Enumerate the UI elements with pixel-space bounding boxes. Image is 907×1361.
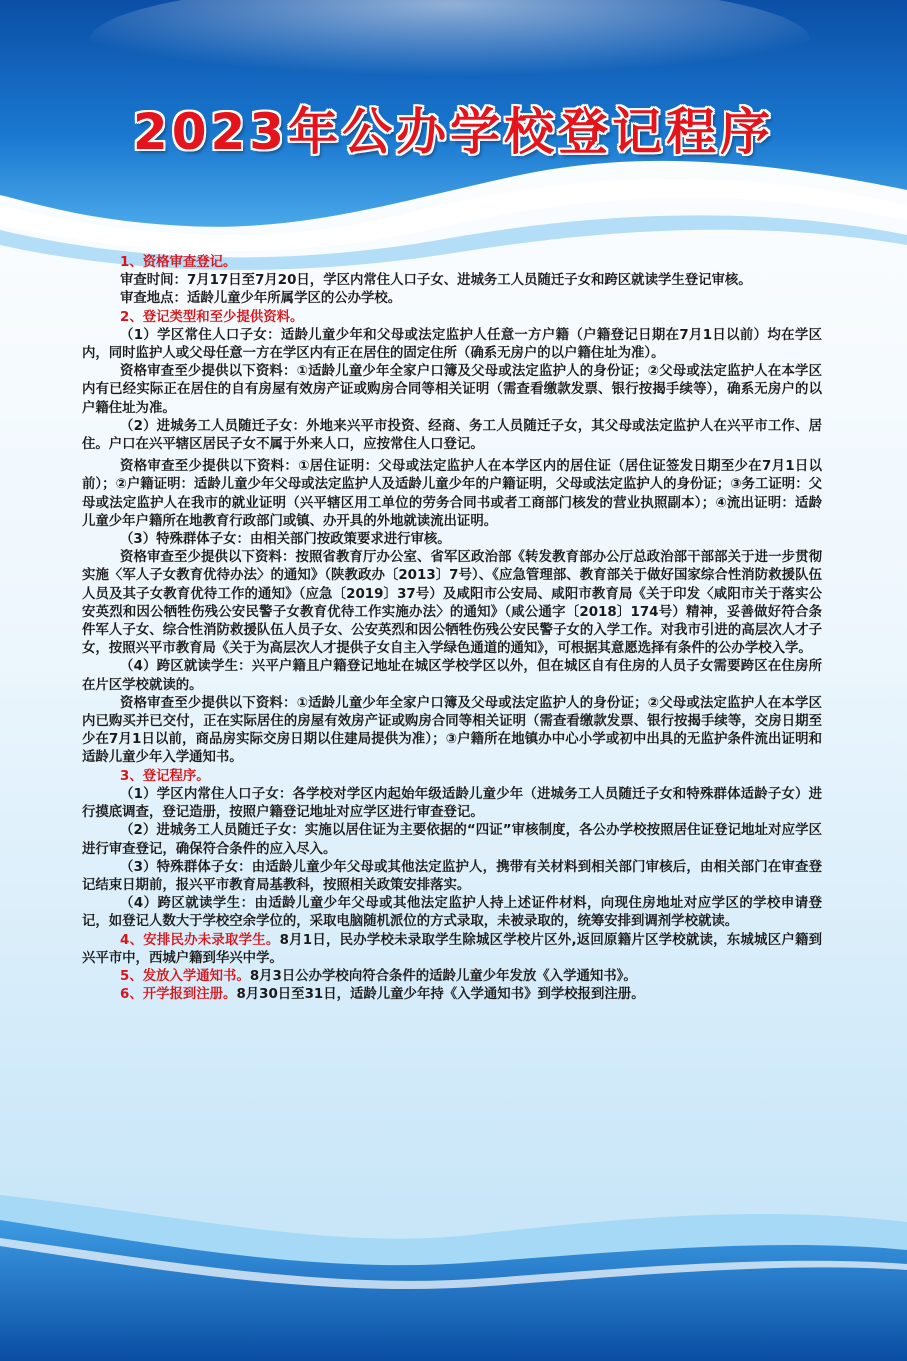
paragraph-type-4: （4）跨区就读学生：兴平户籍且户籍登记地址在城区学校学区以外，但在城区自有住房的人员子女需要跨区在住房所在片区学校就读的。	[82, 659, 822, 693]
paragraph-review-time: 审查时间：7月17日至7月20日，学区内常住人口子女、进城务工人员随迁子女和跨区就读学生登记审核。	[120, 273, 752, 289]
paragraph-procedure-3: （3）特殊群体子女：由适龄儿童少年父母或其他法定监护人，携带有关材料到相关部门审核后，由相关部门在审查登记结束日期前，报兴平市教育局基教科，按照相关政策安排落实。	[82, 859, 822, 893]
paragraph-type-1: （1）学区常住人口子女：适龄儿童少年和父母或法定监护人任意一方户籍（户籍登记日期在7月1日以前）均在学区内，同时监护人或父母任意一方在学区内有正在居住的固定住所（确系无房户的以户籍住址为准）。	[82, 327, 822, 362]
section-heading-3: 3、登记程序。	[120, 768, 210, 784]
paragraph-review-place: 审查地点：适龄儿童少年所属学区的公办学校。	[120, 291, 402, 307]
paragraph-procedure-2: （2）进城务工人员随迁子女：实施以居住证为主要依据的“四证”审核制度，各公办学校按照居住证登记地址对应学区进行审查登记，确保符合条件的应入尽入。	[82, 823, 822, 857]
paragraph-type-4-materials: 资格审查至少提供以下资料：①适龄儿童少年全家户口簿及父母或法定监护人的身份证；②父母或法定监护人在本学区内已购买并已交付，正在实际居住的房屋有效房产证或购房合同等相关证明（需查看缴款发票、银行按揭手续等，交房日期至少在7月1日以前，商品房实际交房日期以住建局提供为准）；③户籍所在地镇办中心小学或初中出具的无监护条件流出证明和适龄儿童少年入学通知书。	[82, 695, 822, 766]
paragraph-section-5	[82, 968, 822, 986]
paragraph-section-4	[82, 932, 822, 968]
page-title: 2023年公办学校登记程序	[132, 103, 775, 161]
paragraph-section-6	[82, 986, 822, 1004]
paragraph-type-3: （3）特殊群体子女：由相关部门按政策要求进行审核。	[120, 532, 451, 548]
paragraph-procedure-1: （1）学区内常住人口子女：各学校对学区内起始年级适龄儿童少年（进城务工人员随迁子女和特殊群体适龄子女）进行摸底调查，登记造册，按照户籍登记地址对应学区进行审查登记。	[82, 786, 822, 821]
section-6-text: 8月30日至31日，适龄儿童少年持《入学通知书》到学校报到注册。	[236, 987, 645, 1003]
section-heading-1: 1、资格审查登记。	[120, 255, 237, 270]
paragraph-procedure-4: （4）跨区就读学生：由适龄儿童少年父母或其他法定监护人持上述证件材料，向现住房地址对应学区的学校申请登记，如登记人数大于学校空余学位的，采取电脑随机派位的方式录取，未被录取的，统筹安排到调剂学校就读。	[82, 896, 822, 930]
section-heading-6: 6、开学报到注册。	[120, 987, 237, 1003]
section-heading-5: 5、发放入学通知书。	[120, 968, 250, 984]
section-4-text: 8月1日，民办学校未录取学生除城区学校片区外,返回原籍片区学校就读，东城城区户籍到兴平市中，西城户籍到华兴中学。	[82, 932, 822, 966]
paragraph-type-1-materials: 资格审查至少提供以下资料：①适龄儿童少年全家户口簿及父母或法定监护人的身份证；②父母或法定监护人在本学区内有已经实际正在居住的自有房屋有效房产证或购房合同等相关证明（需查看缴款发票、银行按揭手续等），确系无房户的以户籍住址为准。	[82, 364, 822, 416]
section-heading-2: 2、登记类型和至少提供资料。	[120, 309, 304, 325]
notice-body	[82, 254, 822, 1004]
paragraph-type-2: （2）进城务工人员随迁子女：外地来兴平市投资、经商、务工人员随迁子女，其父母或法定监护人在兴平市工作、居住。户口在兴平辖区居民子女不属于外来人口，应按常住人口登记。	[82, 418, 822, 453]
section-5-text: 8月3日公办学校向符合条件的适龄儿童少年发放《入学通知书》。	[249, 968, 637, 984]
paragraph-type-3-materials: 资格审查至少提供以下资料：按照省教育厅办公室、省军区政治部《转发教育部办公厅总政治部干部部关于进一步贯彻实施〈军人子女教育优待办法〉的通知》（陕教政办〔2013〕7号）、《应急管理部、教育部关于做好国家综合性消防救援队伍人员及其子女教育优待工作的通知》（应急〔2019〕37号）及咸阳市公安局、咸阳市教育局《关于印发〈咸阳市关于落实公安英烈和因公牺牲伤残公安民警子女教育优待工作实施办法〉的通知》（咸公通字〔2018〕174号）精神，妥善做好符合条件军人子女、综合性消防救援队伍人员子女、公安英烈和因公牺牲伤残公安民警子女的入学工作。对我市引进的高层次人才子女，按照兴平市教育局《关于为高层次人才提供子女自主入学绿色通道的通知》，可根据其意愿选择有条件的公办学校入学。	[82, 550, 822, 657]
section-heading-4: 4、安排民办未录取学生。	[120, 932, 280, 948]
paragraph-type-2-materials: 资格审查至少提供以下资料：①居住证明：父母或法定监护人在本学区内的居住证（居住证签发日期至少在7月1日以前）；②户籍证明：适龄儿童少年父母或法定监护人及适龄儿童少年的户籍证明，父母或法定监护人的身份证；③务工证明：父母或法定监护人在我市的就业证明（兴平辖区用工单位的劳务合同书或者工商部门核发的营业执照副本）；④流出证明：适龄儿童少年户籍所在地教育行政部门或镇、办开具的外地就读流出证明。	[82, 459, 822, 529]
